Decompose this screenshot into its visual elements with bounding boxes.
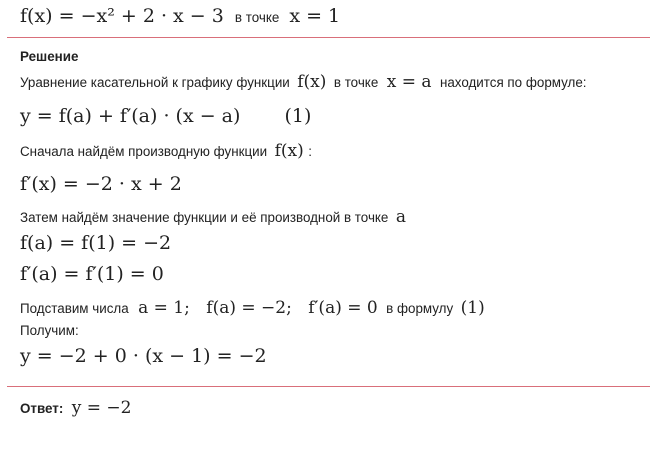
tangent-intro-text-3: находится по формуле: [439, 75, 587, 90]
tangent-intro-text-1: Уравнение касательной к графику функции [20, 75, 290, 90]
derivative-intro-colon: : [308, 144, 312, 159]
tangent-intro-line [20, 72, 587, 92]
tangent-intro-text-2: в точке [333, 75, 379, 90]
problem-at-point-text: в точке [234, 10, 280, 25]
problem-expression: f(x) = −x² + 2 · x − 3 [20, 5, 224, 27]
blank-bottom-area [0, 427, 652, 473]
get-text: Получим: [20, 323, 79, 338]
problem-point: x = 1 [289, 5, 341, 27]
tangent-intro-math-2: x = a [386, 72, 432, 92]
solution-heading: Решение [20, 49, 79, 64]
tangent-intro-math-1: f(x) [297, 72, 327, 92]
answer-divider [7, 386, 650, 387]
problem-statement [20, 5, 340, 27]
values-intro-line [20, 207, 406, 227]
answer-label: Ответ: [20, 401, 64, 416]
substitute-function-value: f(a) = −2; [206, 298, 292, 318]
derivative-intro-math: f(x) [274, 141, 304, 161]
function-value-equation: f(a) = f(1) = −2 [20, 232, 172, 254]
formula-number: (1) [284, 105, 312, 127]
values-intro-math: a [395, 207, 406, 227]
derivative-equation: f′(x) = −2 · x + 2 [20, 173, 182, 195]
derivative-intro-text: Сначала найдём производную функции [20, 144, 268, 159]
substitute-text-1: Подставим числа [20, 301, 129, 316]
values-intro-text: Затем найдём значение функции и её производной в точке [20, 210, 389, 225]
substitute-formula-number: (1) [460, 298, 485, 318]
tangent-formula: y = f(a) + f′(a) · (x − a) [20, 105, 241, 127]
substitute-text-2: в формулу [386, 301, 454, 316]
final-equation: y = −2 + 0 · (x − 1) = −2 [20, 345, 267, 367]
substitute-a: a = 1; [138, 298, 190, 318]
tangent-formula-line [20, 105, 311, 127]
top-divider [7, 37, 650, 38]
substitute-derivative-value: f′(a) = 0 [308, 298, 378, 318]
derivative-value-equation: f′(a) = f′(1) = 0 [20, 263, 164, 285]
substitute-line [20, 298, 485, 318]
answer-line [20, 398, 132, 418]
derivative-intro-line [20, 141, 312, 161]
answer-value: y = −2 [71, 398, 132, 418]
